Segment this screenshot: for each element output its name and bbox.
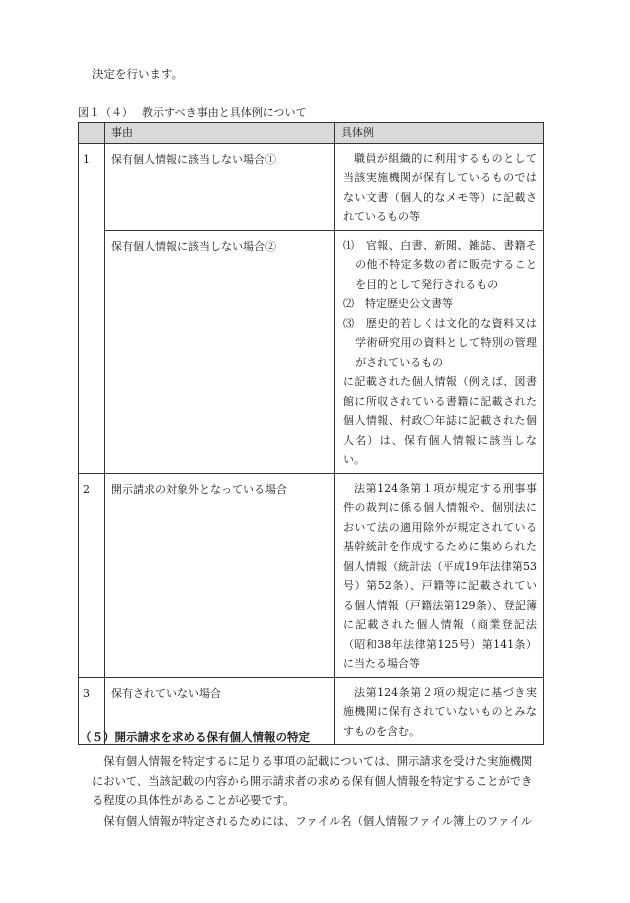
row-reason: 開示請求の対象外となっている場合 <box>105 473 335 677</box>
figure-caption: 図１（４） 教示すべき事由と具体例について <box>78 106 307 119</box>
row-number: 1 <box>79 143 105 473</box>
paragraph-1 <box>92 752 552 811</box>
example-item-1: ⑴ 官報、白書、新聞、雑誌、書籍その他不特定多数の者に販売することを目的として発行されるもの <box>343 238 537 291</box>
row-reason: 保有個人情報に該当しない場合① <box>105 143 335 230</box>
example-text: 法第124条第１項が規定する刑事事件の裁判に係る個人情報や、個別法において法の適用除外が規定されている基幹統計を作成するために集められた個人情報（統計法（平成19年法律第53号）第52条）、戸籍等に記載されている個人情報（戸籍法第129条）、登記簿に記載された個人情報（商業登記法（昭和38年法律第125号）第141条）に当たる場合等 <box>343 481 537 670</box>
row-reason: 保有されていない場合 <box>105 677 335 745</box>
section-heading: （５）開示請求を求める保有個人情報の特定 <box>80 730 310 744</box>
table-row <box>79 230 544 473</box>
paragraph-2 <box>92 812 552 832</box>
example-item-2: ⑵ 特定歴史公文書等 <box>343 297 453 310</box>
reasons-table <box>78 122 544 745</box>
row-example <box>335 473 544 677</box>
header-reason: 事由 <box>105 123 335 144</box>
intro-text: 決定を行います。 <box>92 67 184 81</box>
table-row <box>79 143 544 230</box>
table-row <box>79 473 544 677</box>
row-example <box>335 143 544 230</box>
row-example <box>335 230 544 473</box>
row-number: 3 <box>79 677 105 745</box>
example-note: に記載された個人情報（例えば、図書館に所収されている書籍に記載された個人情報、村政〇年誌に記載された個人名）は、保有個人情報に該当しない。 <box>343 375 537 466</box>
example-text: 法第124条第２項の規定に基づき実施機関に保有されていないものとみなすものを含む。 <box>343 685 537 738</box>
paragraph-line: 保有個人情報を特定するに足りる事項の記載については、開示請求を受けた実施機関 <box>103 755 533 768</box>
table-header-row <box>79 123 544 144</box>
row-number: 2 <box>79 473 105 677</box>
paragraph-line: において、当該記載の内容から開示請求者の求める保有個人情報を特定することができ <box>92 774 533 788</box>
row-reason: 保有個人情報に該当しない場合② <box>105 230 335 473</box>
paragraph-line: 保有個人情報が特定されるためには、ファイル名（個人情報ファイル簿上のファイル <box>103 815 532 828</box>
example-text: 職員が組織的に利用するものとして当該実施機関が保有しているものではない文書（個人的なメモ等）に記載されているもの等 <box>343 151 537 223</box>
header-example: 具体例 <box>335 123 544 144</box>
paragraph-line: る程度の具体性があることが必要です。 <box>92 794 295 807</box>
row-example <box>335 677 544 745</box>
header-num <box>79 123 105 144</box>
example-item-3: ⑶ 歴史的若しくは文化的な資料又は学術研究用の資料として特別の管理がされているもの <box>343 316 537 369</box>
